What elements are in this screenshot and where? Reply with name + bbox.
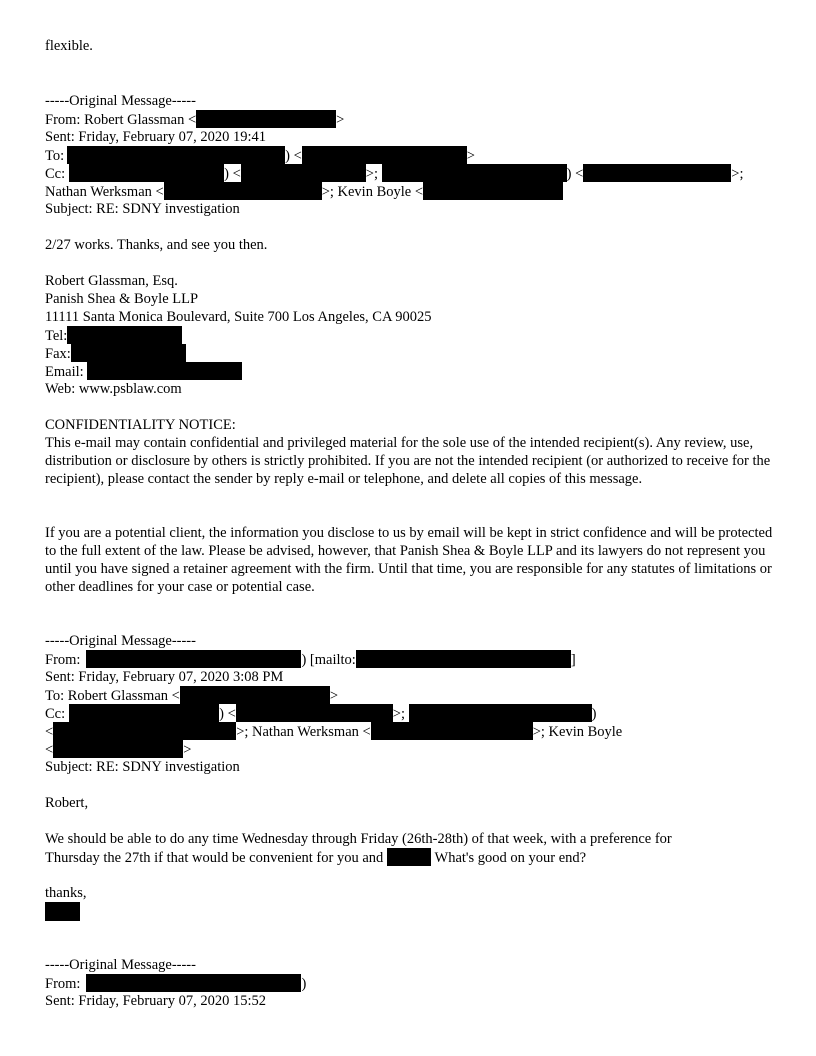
msg1-cc (45, 164, 743, 183)
bracket: > (336, 112, 345, 128)
redaction (371, 722, 533, 740)
msg3-from (45, 974, 306, 993)
msg2-body-line-1: We should be able to do any time Wednesday through Friday (26th-28th) of that week, with a preference for (45, 831, 672, 847)
bracket: ) < (219, 706, 236, 722)
sig-name: Robert Glassman, Esq. (45, 273, 178, 289)
redaction (180, 686, 330, 704)
msg1-to (45, 146, 475, 165)
redaction (67, 146, 285, 164)
msg1-cc-cont (45, 182, 563, 201)
sig-fax (45, 344, 186, 363)
from-label: From: (45, 976, 81, 992)
separator-3: -----Original Message----- (45, 957, 196, 973)
msg1-subject: Subject: RE: SDNY investigation (45, 201, 240, 217)
bracket: ) (301, 976, 307, 992)
bracket: > (329, 688, 339, 704)
redaction (71, 344, 186, 362)
sig-web: Web: www.psblaw.com (45, 381, 182, 397)
from-label: From: Robert Glassman < (45, 112, 197, 128)
msg3-sent: Sent: Friday, February 07, 2020 15:52 (45, 993, 266, 1009)
msg2-cc-cont-2 (45, 740, 191, 759)
redaction (356, 650, 571, 668)
notice-paragraph-2: If you are a potential client, the information you disclose to us by email will be kept in strict confidence and will be protected to the full extent of the law. Please be advised, however, that Panish Shea & Boyle LLP and its lawyers do not represent you until you have signed a retainer agreement with the firm. Until that time, you are responsible for any statutes of limitations or other deadlines for your case or potential case. (45, 525, 773, 595)
bracket: < (45, 742, 54, 758)
redaction (69, 164, 224, 182)
fax-label: Fax: (45, 346, 71, 362)
bracket: ) < (224, 166, 241, 182)
redaction (196, 110, 336, 128)
bracket: >; (365, 166, 378, 182)
redaction (164, 182, 322, 200)
msg1-body: 2/27 works. Thanks, and see you then. (45, 237, 268, 253)
bracket: ) < (285, 148, 302, 164)
mailto: ) [mailto: (301, 652, 356, 668)
msg2-cc-cont (45, 722, 622, 741)
bracket: ) (591, 706, 597, 722)
msg2-to (45, 686, 338, 705)
bracket: > (183, 742, 192, 758)
redaction (382, 164, 567, 182)
sig-address: 11111 Santa Monica Boulevard, Suite 700 Los Angeles, CA 90025 (45, 309, 432, 325)
msg1-sent: Sent: Friday, February 07, 2020 19:41 (45, 129, 266, 145)
bracket: ] (570, 652, 576, 668)
redaction (86, 650, 301, 668)
notice-paragraph-1: This e-mail may contain confidential and privileged material for the sole use of the intended recipient(s). Any review, use, distribution or disclosure by others is strictly prohibited. If you are not the intended recipient (or authorized to receive for the recipient), please contact the sender by reply e-mail or telephone, and delete all copies of this message. (45, 435, 771, 487)
bracket: ) < (566, 166, 584, 182)
bracket: < (45, 724, 54, 740)
sig-email (45, 362, 242, 381)
redaction (86, 974, 301, 992)
to-label: To: Robert Glassman < (45, 688, 180, 704)
redaction (53, 740, 183, 758)
msg2-signoff (45, 902, 80, 922)
separator-2: -----Original Message----- (45, 633, 196, 649)
redaction (241, 164, 366, 182)
msg2-subject: Subject: RE: SDNY investigation (45, 759, 240, 775)
redaction (69, 704, 219, 722)
nathan-werksman: >; Nathan Werksman < (236, 724, 371, 740)
redaction (53, 722, 236, 740)
msg2-thanks: thanks, (45, 885, 87, 901)
bracket: >; (731, 166, 744, 182)
msg2-cc (45, 704, 596, 723)
redaction (302, 146, 467, 164)
sig-firm: Panish Shea & Boyle LLP (45, 291, 199, 307)
redaction (236, 704, 393, 722)
cc-label: Cc: (45, 166, 66, 182)
body-text: Thursday the 27th if that would be convenient for you and (45, 850, 384, 866)
kevin-boyle: >; Kevin Boyle (532, 724, 623, 740)
msg2-sent: Sent: Friday, February 07, 2020 3:08 PM (45, 669, 284, 685)
redaction (409, 704, 592, 722)
body-text: What's good on your end? (434, 850, 587, 866)
kevin-boyle: >; Kevin Boyle < (321, 184, 424, 200)
to-label: To: (45, 148, 65, 164)
separator-1: -----Original Message----- (45, 93, 196, 109)
sig-tel (45, 326, 182, 345)
nathan-werksman: Nathan Werksman < (45, 184, 164, 200)
redaction (87, 362, 242, 380)
redaction (387, 848, 431, 866)
notice-heading: CONFIDENTIALITY NOTICE: (45, 417, 236, 433)
redaction (67, 326, 182, 344)
from-label: From: (45, 652, 81, 668)
msg2-from (45, 650, 576, 669)
msg1-from (45, 110, 344, 129)
msg2-greeting: Robert, (45, 795, 89, 811)
bracket: > (466, 148, 475, 164)
redaction (45, 902, 80, 921)
redaction (583, 164, 731, 182)
tel-label: Tel: (45, 328, 68, 344)
cc-label: Cc: (45, 706, 66, 722)
msg2-body-line-2 (45, 848, 586, 867)
bracket: >; (392, 706, 405, 722)
email-label: Email: (45, 364, 84, 380)
redaction (423, 182, 563, 200)
text-flexible: flexible. (45, 38, 93, 54)
